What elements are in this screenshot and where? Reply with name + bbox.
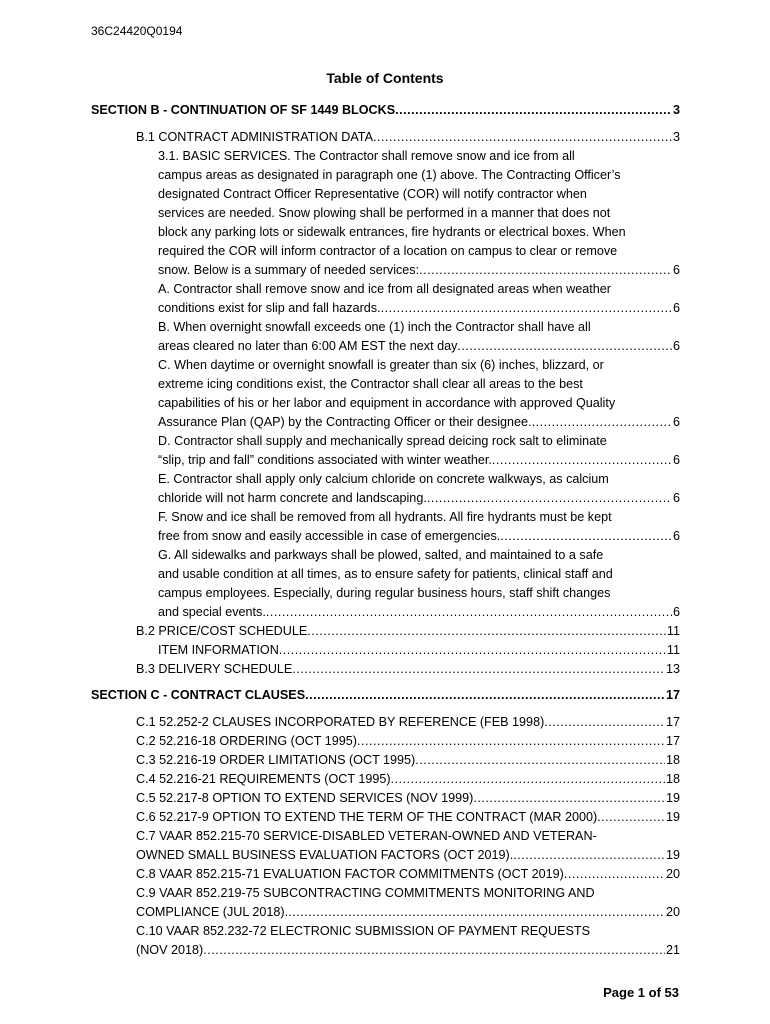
toc-text-line[interactable]: 3.1. BASIC SERVICES. The Contractor shall remove snow and ice from all bbox=[158, 149, 575, 163]
toc-text-line[interactable]: D. Contractor shall supply and mechanically spread deicing rock salt to eliminate bbox=[158, 434, 607, 448]
toc-text-line[interactable]: B. When overnight snowfall exceeds one (1) inch the Contractor shall have all bbox=[158, 320, 591, 334]
toc-entry-basic-services[interactable]: snow. Below is a summary of needed services: ..... 6 bbox=[158, 261, 680, 280]
toc-text-line[interactable]: required the COR will inform contractor of a location on campus to clear or remove bbox=[158, 244, 618, 258]
toc-entry-c8[interactable]: C.8 VAAR 852.215-71 EVALUATION FACTOR COMMITMENTS (OCT 2019) ..... 20 bbox=[136, 865, 680, 884]
toc-entry-a[interactable]: conditions exist for slip and fall hazards. ..... 6 bbox=[158, 299, 680, 318]
toc-title: Table of Contents bbox=[326, 70, 444, 86]
toc-entry-item-information[interactable]: ITEM INFORMATION ..... 11 bbox=[158, 641, 680, 660]
toc-entry-c2[interactable]: C.2 52.216-18 ORDERING (OCT 1995) ..... 17 bbox=[136, 732, 680, 751]
toc-entry-section-c[interactable]: SECTION C - CONTRACT CLAUSES ..... 17 bbox=[91, 686, 680, 705]
toc-text-line[interactable]: block any parking lots or sidewalk entrances, fire hydrants or electrical boxes. When bbox=[158, 225, 626, 239]
toc-text-line[interactable]: C.7 VAAR 852.215-70 SERVICE-DISABLED VETERAN-OWNED AND VETERAN- bbox=[136, 829, 597, 843]
toc-entry-c9[interactable]: COMPLIANCE (JUL 2018). ..... 20 bbox=[136, 903, 680, 922]
toc-entry-b[interactable]: areas cleared no later than 6:00 AM EST the next day ..... 6 bbox=[158, 337, 680, 356]
toc-text-line[interactable]: A. Contractor shall remove snow and ice from all designated areas when weather bbox=[158, 282, 611, 296]
toc-entry-g[interactable]: and special events. ..... 6 bbox=[158, 603, 680, 622]
toc-text-line[interactable]: services are needed. Snow plowing shall be performed in a manner that does not bbox=[158, 206, 611, 220]
toc-entry-c5[interactable]: C.5 52.217-8 OPTION TO EXTEND SERVICES (NOV 1999) ..... 19 bbox=[136, 789, 680, 808]
document-id: 36C24420Q0194 bbox=[91, 24, 183, 38]
toc-entry-c7[interactable]: OWNED SMALL BUSINESS EVALUATION FACTORS (OCT 2019). ..... 19 bbox=[136, 846, 680, 865]
toc-text-line[interactable]: C. When daytime or overnight snowfall is greater than six (6) inches, blizzard, or bbox=[158, 358, 604, 372]
toc-entry-section-b[interactable]: SECTION B - CONTINUATION OF SF 1449 BLOCKS ..... 3 bbox=[91, 101, 680, 120]
toc-text-line[interactable]: F. Snow and ice shall be removed from all hydrants. All fire hydrants must be kept bbox=[158, 510, 612, 524]
toc-text-line[interactable]: designated Contract Officer Representative (COR) will notify contractor when bbox=[158, 187, 587, 201]
toc-text-line[interactable]: G. All sidewalks and parkways shall be plowed, salted, and maintained to a safe bbox=[158, 548, 604, 562]
toc-text-line[interactable]: capabilities of his or her labor and equipment in accordance with approved Quality bbox=[158, 396, 616, 410]
toc-text-line[interactable]: campus employees. Especially, during regular business hours, staff shift changes bbox=[158, 586, 611, 600]
toc-entry-c[interactable]: Assurance Plan (QAP) by the Contracting Officer or their designee. ..... 6 bbox=[158, 413, 680, 432]
toc-entry-c10[interactable]: (NOV 2018) ..... 21 bbox=[136, 941, 680, 960]
toc-entry-c1[interactable]: C.1 52.252-2 CLAUSES INCORPORATED BY REFERENCE (FEB 1998) ..... 17 bbox=[136, 713, 680, 732]
toc-text-line[interactable]: C.10 VAAR 852.232-72 ELECTRONIC SUBMISSION OF PAYMENT REQUESTS bbox=[136, 924, 590, 938]
page-number: Page 1 of 53 bbox=[603, 985, 679, 1000]
toc-entry-f[interactable]: free from snow and easily accessible in case of emergencies. ..... 6 bbox=[158, 527, 680, 546]
toc-entry-c3[interactable]: C.3 52.216-19 ORDER LIMITATIONS (OCT 1995) ..... 18 bbox=[136, 751, 680, 770]
toc-entry-d[interactable]: “slip, trip and fall” conditions associated with winter weather. ..... 6 bbox=[158, 451, 680, 470]
toc-text-line[interactable]: extreme icing conditions exist, the Contractor shall clear all areas to the best bbox=[158, 377, 583, 391]
toc-text-line[interactable]: and usable condition at all times, as to ensure safety for patients, clinical staff and bbox=[158, 567, 613, 581]
toc-entry-b2[interactable]: B.2 PRICE/COST SCHEDULE ..... 11 bbox=[136, 622, 680, 641]
toc-text-line[interactable]: C.9 VAAR 852.219-75 SUBCONTRACTING COMMITMENTS MONITORING AND bbox=[136, 886, 595, 900]
toc-text-line[interactable]: E. Contractor shall apply only calcium chloride on concrete walkways, as calcium bbox=[158, 472, 609, 486]
toc-text-line[interactable]: campus areas as designated in paragraph one (1) above. The Contracting Officer’s bbox=[158, 168, 621, 182]
toc-entry-b1[interactable]: B.1 CONTRACT ADMINISTRATION DATA ..... 3 bbox=[136, 128, 680, 147]
toc-entry-e[interactable]: chloride will not harm concrete and landscaping. ..... 6 bbox=[158, 489, 680, 508]
toc-entry-b3[interactable]: B.3 DELIVERY SCHEDULE ..... 13 bbox=[136, 660, 680, 679]
toc-entry-c4[interactable]: C.4 52.216-21 REQUIREMENTS (OCT 1995) ..... 18 bbox=[136, 770, 680, 789]
toc-entry-c6[interactable]: C.6 52.217-9 OPTION TO EXTEND THE TERM OF THE CONTRACT (MAR 2000) ..... 19 bbox=[136, 808, 680, 827]
